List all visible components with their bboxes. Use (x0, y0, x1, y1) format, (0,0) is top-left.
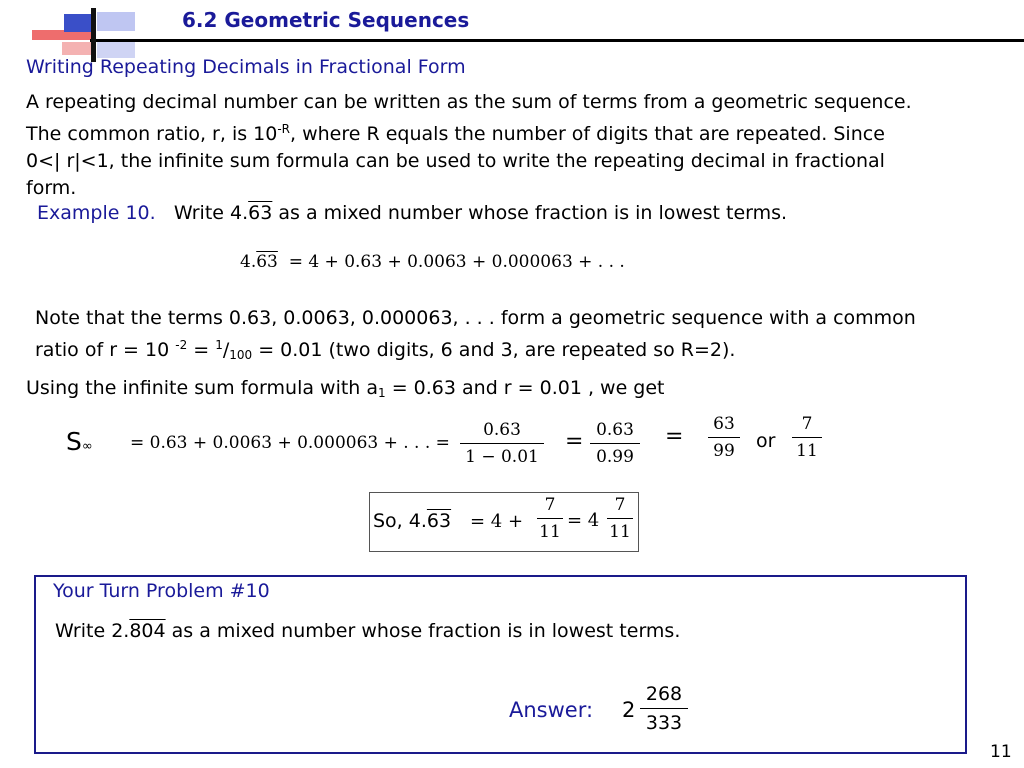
sum-symbol: S∞ (66, 427, 93, 456)
note-line-1: Note that the terms 0.63, 0.0063, 0.000063, . . . form a geometric sequence with a common (35, 307, 916, 329)
equals-sign-a: = (565, 429, 584, 454)
note-paragraph (35, 305, 916, 369)
your-turn-problem: Write 2.804 as a mixed number whose fraction is in lowest terms. (55, 620, 681, 642)
your-turn-title: Your Turn Problem #10 (53, 580, 270, 602)
answer-label: Answer: (509, 698, 594, 722)
intro-paragraph (26, 89, 1001, 202)
example-text-b: as a mixed number whose fraction is in lowest terms. (272, 202, 788, 224)
page-number: 11 (990, 742, 1012, 762)
intro-line-3: 0<| r|<1, the infinite sum formula can be used to write the repeating decimal in fractional (26, 150, 885, 172)
intro-line-2: The common ratio, r, is $10^{-R}$, where R equals the number of digits that are repeated. Since (26, 122, 885, 145)
header-decor-blue (64, 14, 92, 32)
answer-fraction: $\frac{268}{333}$ (640, 683, 688, 734)
example-10 (37, 202, 787, 224)
example-repeat: 63 (248, 202, 273, 224)
slide-subtitle: Writing Repeating Decimals in Fractional Form (26, 56, 466, 78)
header-decor-pink (62, 42, 92, 55)
or-text: or (756, 430, 776, 452)
header-vertical-bar (91, 8, 96, 62)
intro-line-4: form. (26, 177, 77, 199)
example-label: Example 10. (37, 202, 156, 224)
result-mid: = 4 + (470, 511, 524, 532)
slide-title: 6.2 Geometric Sequences (182, 8, 470, 32)
header-decor-lightblue-top (97, 12, 135, 31)
example-text-a: Write 4. (173, 202, 249, 224)
result-label: So, 4.63 (373, 510, 452, 532)
result-mixed-fraction: $\frac{7}{11}$ (607, 495, 633, 542)
fraction-063-over-099: $\frac{0.63}{0.99}$ (590, 420, 640, 467)
header-rule (90, 39, 1024, 42)
sum-series: = 0.63 + 0.0063 + 0.000063 + . . . = (130, 433, 450, 453)
answer-whole: 2 (622, 698, 636, 722)
equals-sign-b: = (665, 424, 684, 449)
using-formula-line: Using the infinite sum formula with $a_1 = 0.63$ and r = 0.01 , we get (26, 377, 665, 400)
fraction-63-over-99: $\frac{63}{99}$ (708, 414, 740, 461)
result-mixed-whole: = 4 (567, 510, 600, 531)
result-fraction-7-over-11: $\frac{7}{11}$ (537, 495, 563, 542)
note-line-2: ratio of r = 10 $^{-2} = ^1/_{100} = 0.01$ (two digits, 6 and 3, are repeated so R=2). (35, 338, 736, 362)
fraction-7-over-11: $\frac{7}{11}$ (792, 414, 822, 461)
equation-expansion: 4.63 = 4 + 0.63 + 0.0063 + 0.000063 + . . . (240, 252, 625, 272)
fraction-063-over-1-minus-001: $\frac{0.63}{1 - 0.01}$ (460, 420, 544, 467)
intro-line-1: A repeating decimal number can be written as the sum of terms from a geometric sequence. (26, 91, 912, 113)
